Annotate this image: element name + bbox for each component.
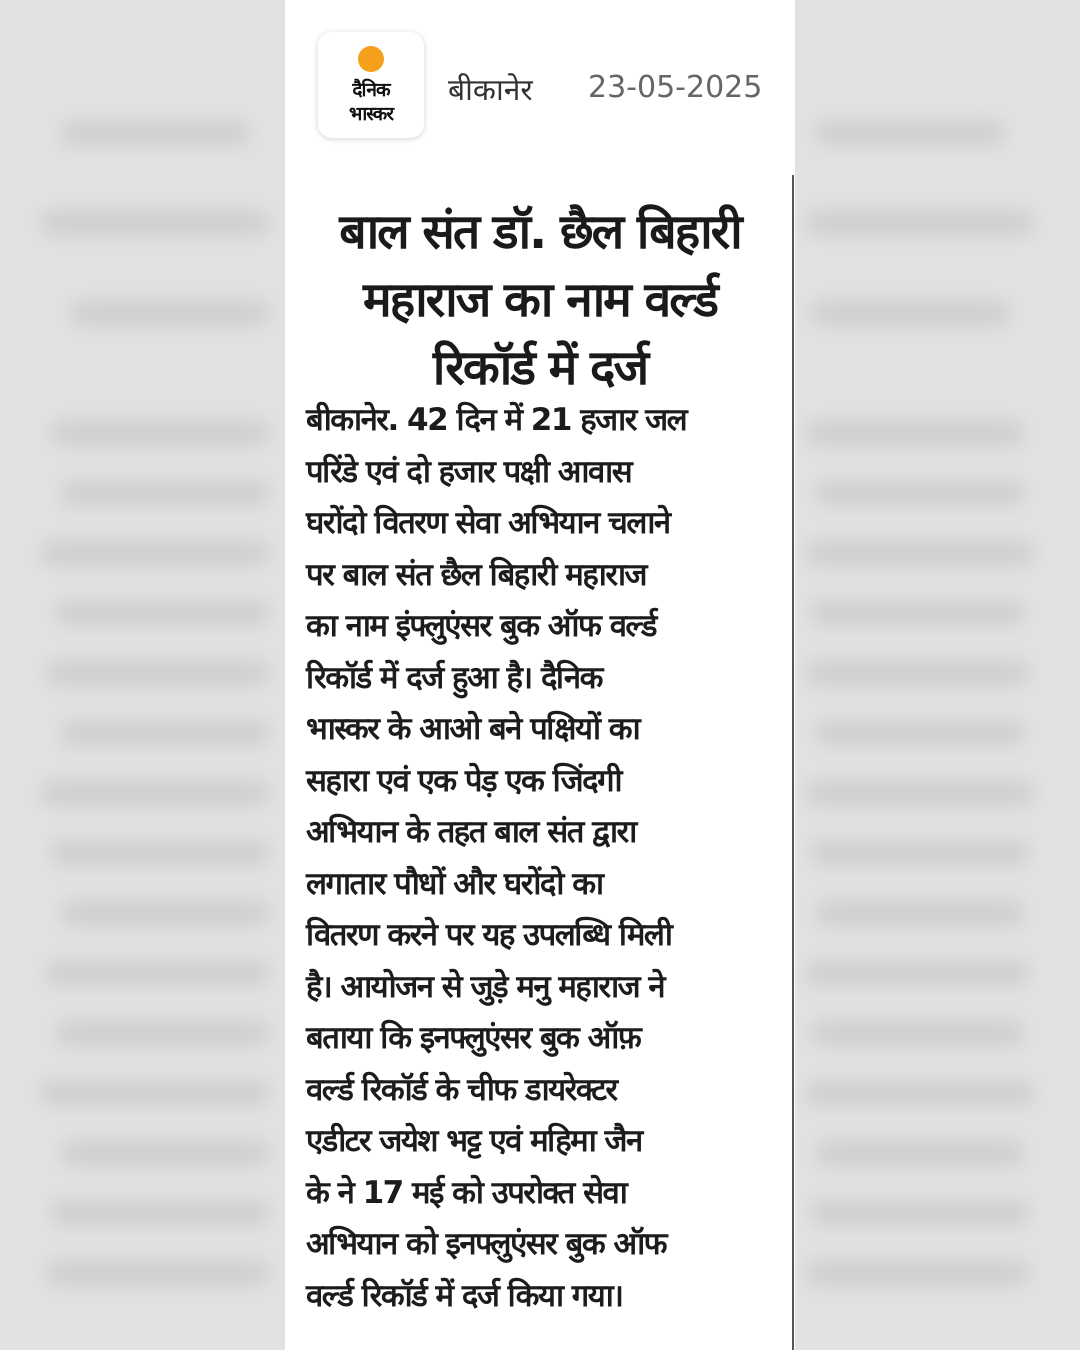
- body-line: वर्ल्ड रिकॉर्ड के चीफ डायरेक्टर: [306, 1071, 617, 1108]
- article-body: [306, 395, 776, 1322]
- body-line: घरोंदो वितरण सेवा अभियान चलाने: [306, 505, 670, 541]
- body-line: वर्ल्ड रिकॉर्ड में दर्ज किया गया।: [306, 1277, 623, 1314]
- body-line: का नाम इंफ्लुएंसर बुक ऑफ वर्ल्ड: [306, 608, 657, 644]
- body-line: लगातार पौधों और घरोंदो का: [306, 865, 603, 902]
- body-line: के ने 17 मई को उपरोक्त सेवा: [306, 1174, 627, 1211]
- body-line: बीकानेर. 42 दिन में 21 हजार जल: [306, 402, 687, 438]
- headline-line: रिकॉर्ड में दर्ज: [432, 340, 648, 396]
- headline-line: बाल संत डॉ. छैल बिहारी: [339, 204, 741, 260]
- column-divider: [792, 175, 794, 1350]
- body-line: वितरण करने पर यह उपलब्धि मिली: [306, 917, 672, 953]
- body-line: भास्कर के आओ बने पक्षियों का: [306, 711, 640, 747]
- body-line: सहारा एवं एक पेड़ एक जिंदगी: [306, 762, 622, 799]
- headline-line: महाराज का नाम वर्ल्ड: [363, 272, 717, 328]
- body-line: परिंडे एवं दो हजार पक्षी आवास: [306, 453, 632, 490]
- logo-text-line2: भास्कर: [348, 103, 394, 125]
- body-line: अभियान के तहत बाल संत द्वारा: [306, 814, 636, 850]
- edition-date: 23-05-2025: [588, 70, 763, 105]
- body-line: एडीटर जयेश भट्ट एवं महिमा जैन: [306, 1123, 642, 1159]
- clipping-header: [318, 32, 788, 140]
- body-line: रिकॉर्ड में दर्ज हुआ है। दैनिक: [306, 659, 602, 696]
- body-line: पर बाल संत छैल बिहारी महाराज: [306, 556, 647, 593]
- dainik-bhaskar-logo: [318, 32, 424, 138]
- blurred-background-right: [795, 0, 1080, 1350]
- edition-city: बीकानेर: [448, 73, 533, 108]
- logo-text-line1: दैनिक: [352, 79, 390, 101]
- blurred-background-left: [0, 0, 285, 1350]
- article-headline: [300, 198, 780, 402]
- body-line: है। आयोजन से जुड़े मनु महाराज ने: [306, 968, 665, 1005]
- logo-sun-icon: [358, 46, 384, 72]
- body-line: बताया कि इनफ्लुएंसर बुक ऑफ़: [306, 1020, 641, 1056]
- body-line: अभियान को इनफ्लुएंसर बुक ऑफ: [306, 1226, 667, 1262]
